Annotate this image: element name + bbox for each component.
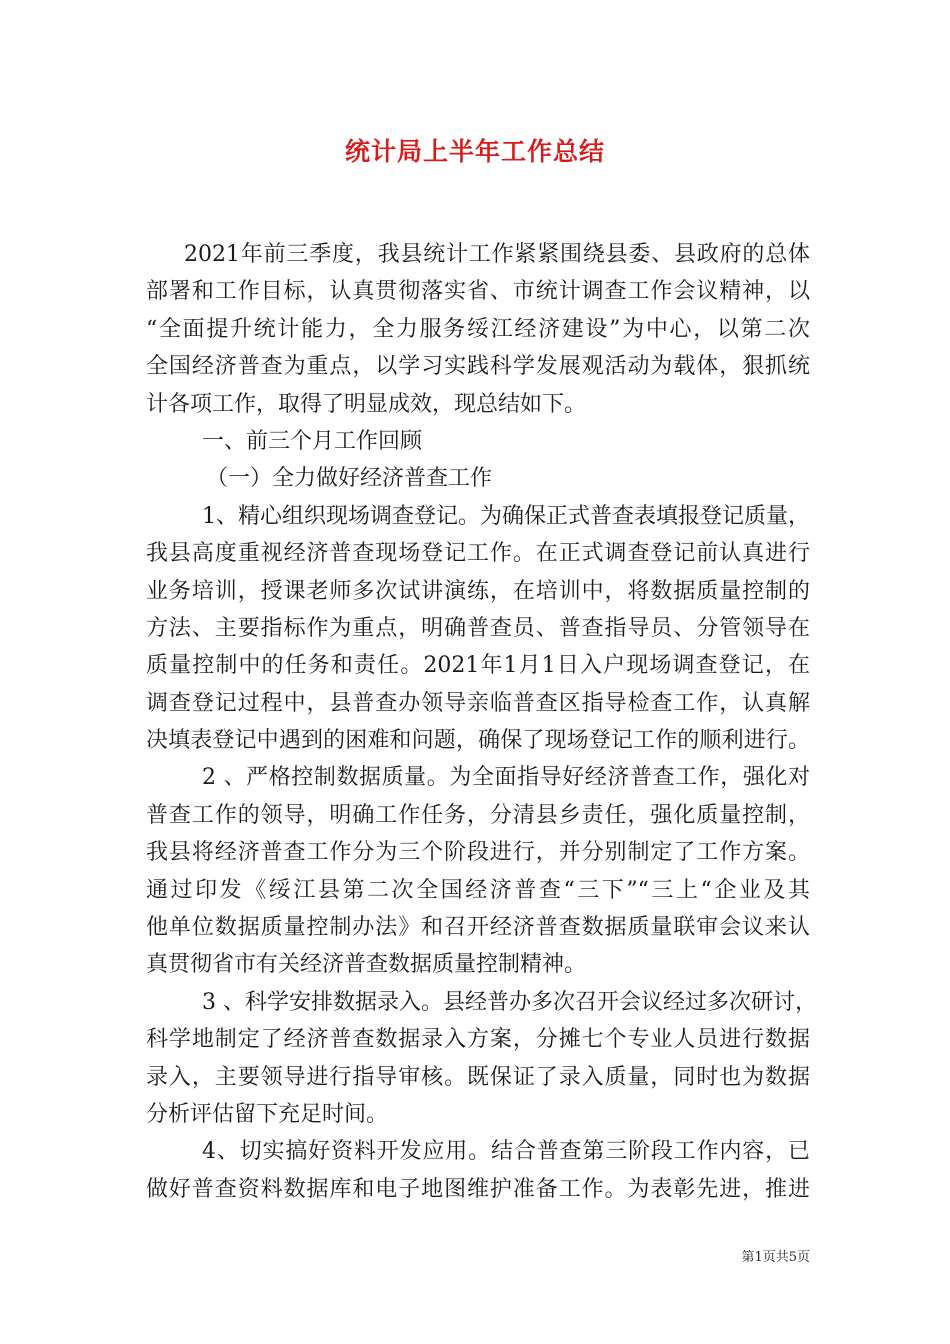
paragraph-line: 2021年前三季度，我县统计工作紧紧围绕县委、县政府的总体 [184,242,810,267]
paragraph-line: 做好普查资料数据库和电子地图维护准备工作。为表彰先进，推进 [146,1176,810,1202]
paragraph-line: 业务培训，授课老师多次试讲演练，在培训中，将数据质量控制的 [146,578,810,604]
paragraph-line: 真贯彻省市有关经济普查数据质量控制精神。 [146,952,587,978]
paragraph-line: 计各项工作，取得了明显成效，现总结如下。 [146,391,587,417]
paragraph-line: 通过印发《绥江县第二次全国经济普查“三下”“三上“企业及其 [146,877,810,903]
paragraph-line: 2 、严格控制数据质量。为全面指导好经济普查工作，强化对 [202,765,810,791]
page-number-footer: 第1页共5页 [741,1250,810,1265]
paragraph-line: 质量控制中的任务和责任。2021年1月1日入户现场调查登记，在 [146,653,810,679]
paragraph-line: 普查工作的领导，明确工作任务，分清县乡责任，强化质量控制， [146,802,810,828]
paragraph-line: 部署和工作目标，认真贯彻落实省、市统计调查工作会议精神，以 [146,279,810,305]
section-heading: 一、前三个月工作回顾 [202,428,423,454]
paragraph-line: 录入，主要领导进行指导审核。既保证了录入质量，同时也为数据 [146,1064,810,1090]
paragraph-line: “全面提升统计能力，全力服务绥江经济建设”为中心，以第二次 [146,316,810,342]
paragraph-line: 他单位数据质量控制办法》和召开经济普查数据质量联审会议来认 [146,915,810,941]
paragraph-line: 1、精心组织现场调查登记。为确保正式普查表填报登记质量， [202,503,810,529]
document-title: 统计局上半年工作总结 [344,137,605,166]
paragraph-line: 科学地制定了经济普查数据录入方案，分摊七个专业人员进行数据 [146,1027,810,1053]
subsection-heading: （一）全力做好经济普查工作 [206,466,493,492]
paragraph-line: 3 、科学安排数据录入。县经普办多次召开会议经过多次研讨， [202,989,817,1015]
paragraph-line: 方法、主要指标作为重点，明确普查员、普查指导员、分管领导在 [146,615,810,641]
paragraph-line: 调查登记过程中，县普查办领导亲临普查区指导检查工作，认真解 [146,690,810,716]
paragraph-line: 分析评估留下充足时间。 [146,1101,389,1127]
paragraph-line: 4、切实搞好资料开发应用。结合普查第三阶段工作内容，已 [202,1139,810,1165]
paragraph-line: 全国经济普查为重点，以学习实践科学发展观活动为载体，狠抓统 [146,354,810,380]
paragraph-line: 我县高度重视经济普查现场登记工作。在正式调查登记前认真进行 [146,541,810,567]
paragraph-line: 决填表登记中遇到的困难和问题，确保了现场登记工作的顺利进行。 [146,728,810,754]
paragraph-line: 我县将经济普查工作分为三个阶段进行，并分别制定了工作方案。 [146,840,810,866]
document-body [146,236,817,1208]
